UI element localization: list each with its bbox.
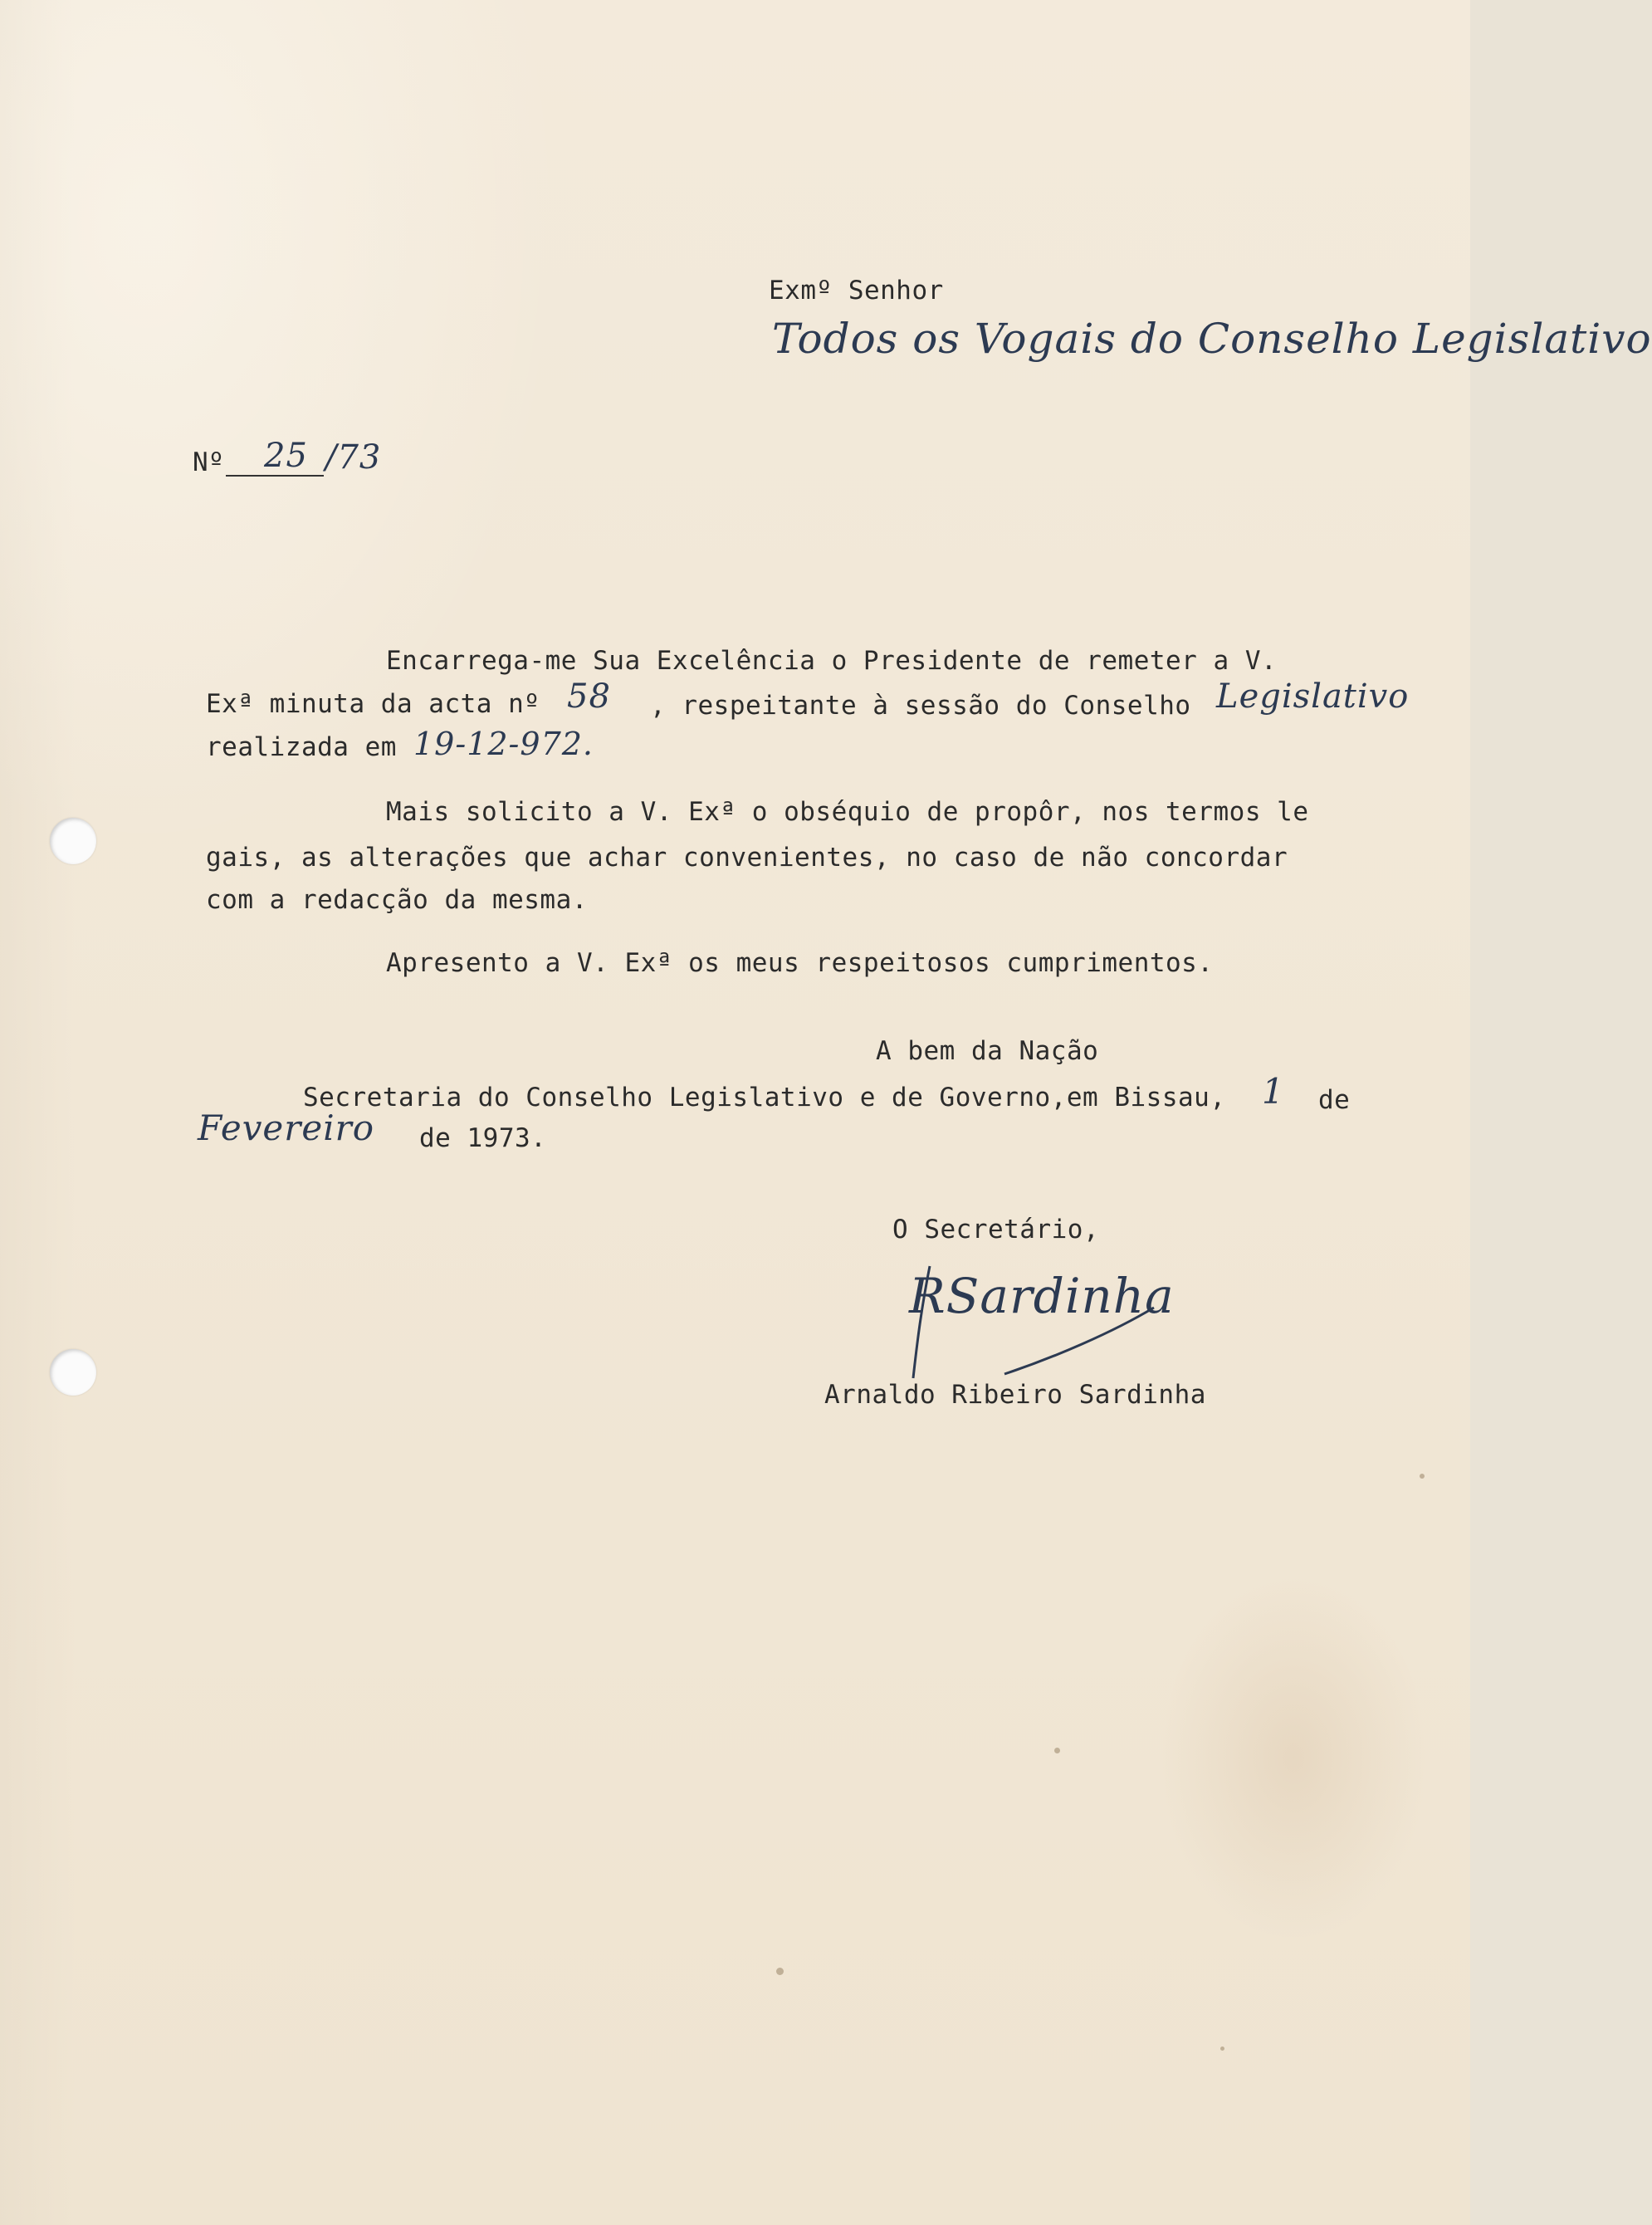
- place-line: Secretaria do Conselho Legislativo e de Governo,em Bissau,: [303, 1083, 1226, 1112]
- closing: A bem da Nação: [876, 1036, 1099, 1066]
- signer-name: Arnaldo Ribeiro Sardinha: [824, 1380, 1206, 1410]
- reference-number: 25: [264, 437, 308, 475]
- punch-hole-top: [50, 818, 96, 864]
- paper-speck: [1054, 1748, 1060, 1753]
- salutation: Exmº Senhor: [769, 276, 944, 306]
- punch-hole-bottom: [50, 1349, 96, 1396]
- body-line: , respeitante à sessão do Conselho: [650, 691, 1191, 721]
- paper-speck: [1220, 2047, 1224, 2051]
- body-line: realizada em: [206, 732, 397, 762]
- body-line: com a redacção da mesma.: [206, 885, 588, 915]
- body-line: gais, as alterações que achar convenientes, no caso de não concordar: [206, 843, 1288, 873]
- place-line-de: de: [1318, 1085, 1351, 1115]
- body-line: Encarrega-me Sua Excelência o Presidente de remeter a V.: [386, 646, 1278, 676]
- signature-handwritten: RSardinha: [909, 1268, 1175, 1324]
- month-handwritten: Fevereiro: [198, 1108, 375, 1148]
- session-date-handwritten: 19-12-972.: [413, 726, 594, 762]
- paper-speck: [776, 1968, 784, 1975]
- council-word-handwritten: Legislativo: [1216, 677, 1410, 716]
- body-line: Apresento a V. Exª os meus respeitosos cumprimentos.: [386, 948, 1214, 978]
- acta-number-handwritten: 58: [567, 677, 611, 716]
- reference-year: /73: [325, 438, 382, 477]
- signer-title: O Secretário,: [892, 1215, 1100, 1245]
- reference-label: Nº: [193, 447, 225, 477]
- addressee-handwritten: Todos os Vogais do Conselho Legislativo: [772, 315, 1652, 363]
- day-handwritten: 1: [1262, 1071, 1285, 1112]
- year-line: de 1973.: [419, 1123, 547, 1153]
- body-line: Exª minuta da acta nº: [206, 689, 540, 719]
- body-line: Mais solicito a V. Exª o obséquio de propôr, nos termos le: [386, 797, 1309, 827]
- paper-speck: [1420, 1474, 1425, 1479]
- signature-flourish: [905, 1258, 1171, 1382]
